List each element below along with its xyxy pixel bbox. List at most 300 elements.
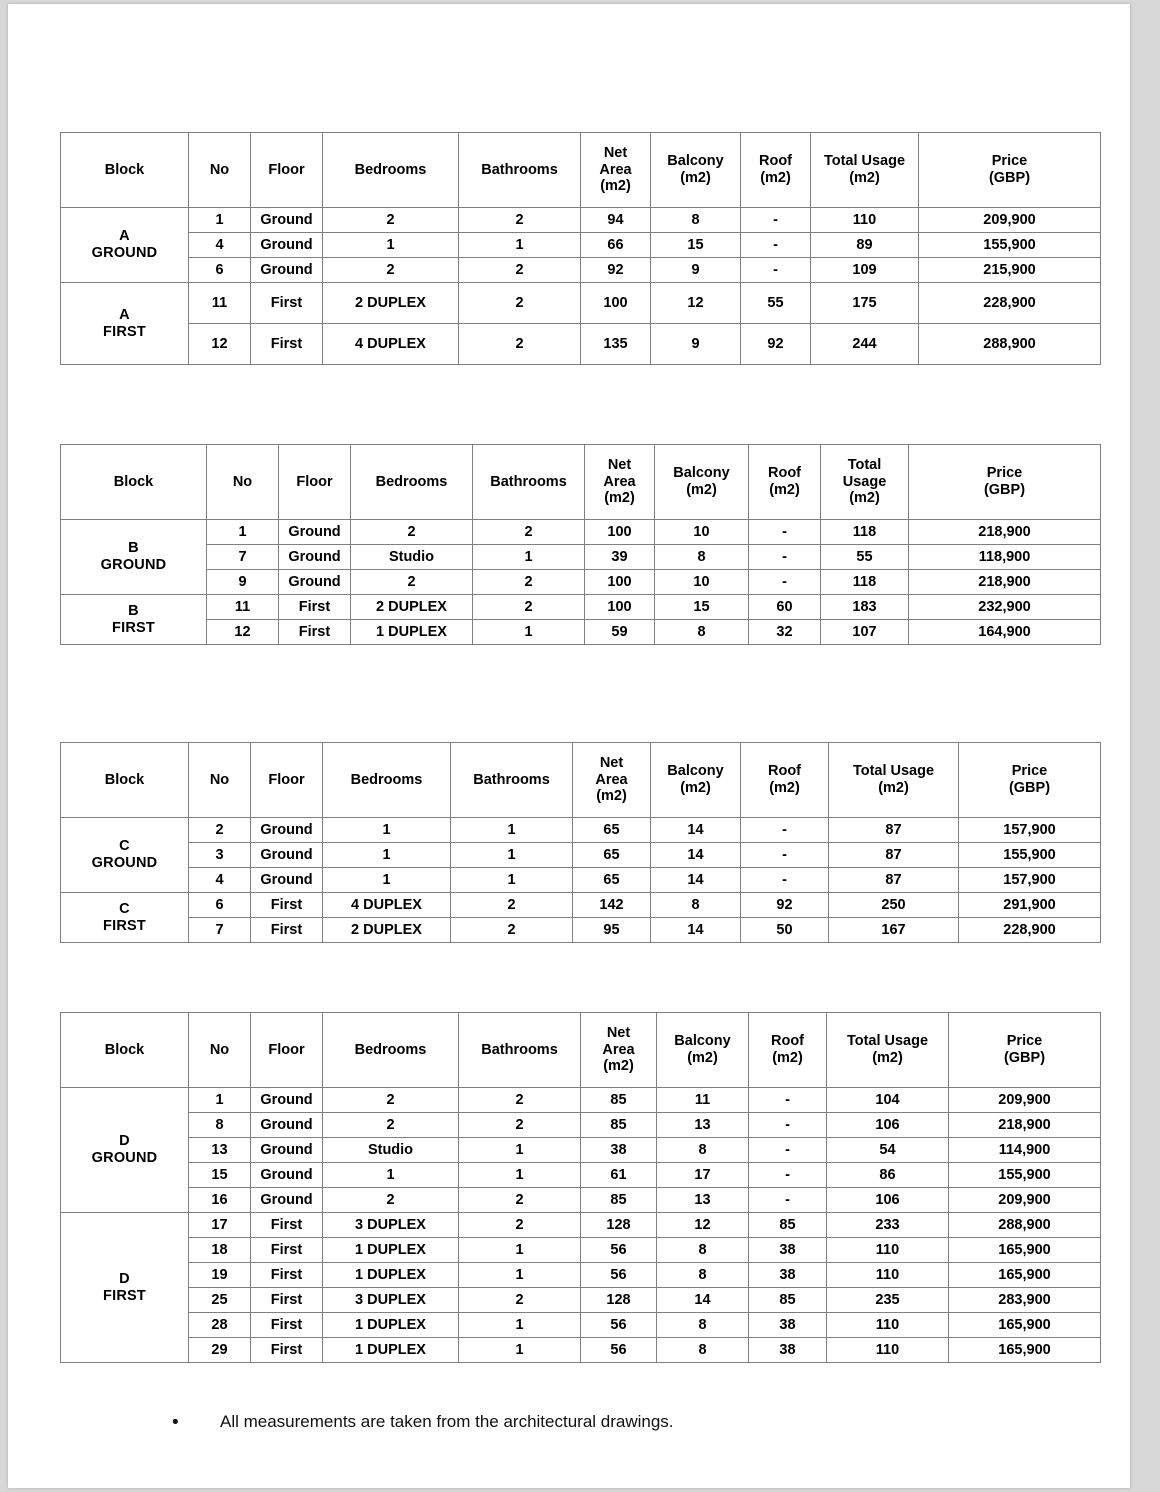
cell-floor: First [251, 1288, 323, 1313]
cell-total-usage: 55 [821, 545, 909, 570]
header-label-line: Roof [767, 763, 801, 780]
table-row [61, 843, 1101, 868]
header-label-line: Bedrooms [354, 1041, 427, 1058]
block-letter: B [128, 540, 139, 557]
cell-bedrooms: 2 DUPLEX [351, 595, 473, 620]
cell-total-usage: 87 [829, 818, 959, 843]
cell-net-area: 94 [581, 208, 651, 233]
table-header-row [61, 133, 1101, 208]
header-label-line: No [209, 771, 230, 788]
cell-balcony: 13 [657, 1113, 749, 1138]
header-label-line: No [209, 161, 230, 178]
cell-total-usage: 107 [821, 620, 909, 645]
cell-price: 165,900 [949, 1263, 1101, 1288]
cell-bedrooms: 2 [323, 1113, 459, 1138]
header-label-line: Floor [268, 1041, 305, 1058]
cell-total-usage: 167 [829, 918, 959, 943]
table-row [61, 324, 1101, 365]
cell-bathrooms: 2 [473, 595, 585, 620]
table-row [61, 570, 1101, 595]
cell-balcony: 10 [655, 570, 749, 595]
cell-no: 4 [189, 233, 251, 258]
cell-floor: Ground [279, 520, 351, 545]
cell-balcony: 10 [655, 520, 749, 545]
block-letter: A [119, 228, 130, 245]
cell-no: 3 [189, 843, 251, 868]
header-label-line: Balcony [673, 465, 730, 482]
cell-net-area: 100 [585, 595, 655, 620]
cell-floor: First [251, 893, 323, 918]
block-floor-label: GROUND [91, 855, 158, 871]
header-label-line: Block [113, 473, 154, 490]
cell-total-usage: 110 [827, 1238, 949, 1263]
cell-balcony: 8 [657, 1313, 749, 1338]
cell-total-usage: 250 [829, 893, 959, 918]
cell-floor: First [251, 283, 323, 324]
column-header-roof [741, 133, 811, 208]
block-letter: A [119, 306, 130, 323]
cell-floor: Ground [251, 1113, 323, 1138]
cell-floor: Ground [251, 1138, 323, 1163]
cell-bathrooms: 1 [459, 1338, 581, 1363]
cell-floor: Ground [251, 818, 323, 843]
cell-bathrooms: 1 [451, 818, 573, 843]
cell-roof: 32 [749, 620, 821, 645]
cell-bathrooms: 2 [451, 893, 573, 918]
column-header-roof [741, 743, 829, 818]
cell-total-usage: 86 [827, 1163, 949, 1188]
cell-total-usage: 89 [811, 233, 919, 258]
cell-balcony: 14 [657, 1288, 749, 1313]
block-floor-label: FIRST [103, 1287, 146, 1304]
cell-bathrooms: 2 [459, 324, 581, 365]
cell-roof: - [741, 233, 811, 258]
cell-no: 1 [189, 208, 251, 233]
cell-price: 118,900 [909, 545, 1101, 570]
cell-net-area: 85 [581, 1088, 657, 1113]
column-header-total-usage [821, 445, 909, 520]
header-label-line: Bedrooms [354, 161, 427, 178]
header-label-line: (m2) [603, 1058, 634, 1075]
header-label-line: Balcony [667, 153, 724, 170]
cell-floor: Ground [251, 843, 323, 868]
cell-bathrooms: 1 [451, 868, 573, 893]
cell-net-area: 95 [573, 918, 651, 943]
header-label-line: Balcony [674, 1033, 731, 1050]
column-header-block [61, 445, 207, 520]
cell-bathrooms: 2 [459, 1288, 581, 1313]
column-header-bedrooms [323, 743, 451, 818]
column-header-floor [251, 743, 323, 818]
cell-balcony: 8 [651, 208, 741, 233]
cell-roof: - [749, 570, 821, 595]
cell-price: 228,900 [919, 283, 1101, 324]
cell-bathrooms: 1 [459, 233, 581, 258]
header-label-line: Total Usage [846, 1033, 929, 1050]
cell-floor: Ground [251, 258, 323, 283]
cell-net-area: 56 [581, 1338, 657, 1363]
table-row [61, 1213, 1101, 1238]
table-row [61, 620, 1101, 645]
column-header-total-usage [811, 133, 919, 208]
cell-balcony: 8 [655, 620, 749, 645]
column-header-roof [749, 1013, 827, 1088]
cell-total-usage: 235 [827, 1288, 949, 1313]
header-label-line: Price [986, 465, 1023, 482]
cell-net-area: 38 [581, 1138, 657, 1163]
cell-roof: - [749, 1163, 827, 1188]
cell-roof: - [749, 1188, 827, 1213]
cell-price: 165,900 [949, 1238, 1101, 1263]
cell-bathrooms: 1 [451, 843, 573, 868]
block-letter: B [128, 602, 139, 619]
cell-net-area: 61 [581, 1163, 657, 1188]
cell-balcony: 8 [657, 1138, 749, 1163]
cell-balcony: 8 [657, 1238, 749, 1263]
table-row [61, 545, 1101, 570]
cell-net-area: 142 [573, 893, 651, 918]
cell-bedrooms: 2 [323, 208, 459, 233]
cell-floor: First [279, 595, 351, 620]
cell-no: 4 [189, 868, 251, 893]
cell-bathrooms: 1 [473, 545, 585, 570]
cell-no: 13 [189, 1138, 251, 1163]
header-label-line: (m2) [687, 1050, 718, 1066]
table-header-row [61, 1013, 1101, 1088]
cell-roof: 85 [749, 1288, 827, 1313]
table-row [61, 893, 1101, 918]
header-label-line: (m2) [769, 482, 800, 498]
cell-price: 232,900 [909, 595, 1101, 620]
property-table-block-a [60, 132, 1101, 365]
block-group-cell [61, 1213, 189, 1363]
cell-total-usage: 110 [827, 1263, 949, 1288]
table-row [61, 868, 1101, 893]
cell-bathrooms: 2 [459, 1113, 581, 1138]
column-header-block [61, 1013, 189, 1088]
cell-bedrooms: 2 [351, 570, 473, 595]
cell-no: 8 [189, 1113, 251, 1138]
cell-bedrooms: Studio [323, 1138, 459, 1163]
header-label-line: Area [595, 771, 628, 788]
cell-net-area: 65 [573, 868, 651, 893]
table-row [61, 1263, 1101, 1288]
column-header-floor [251, 1013, 323, 1088]
column-header-price [919, 133, 1101, 208]
cell-bedrooms: 1 [323, 843, 451, 868]
bullet-icon: • [172, 1412, 179, 1433]
cell-balcony: 12 [651, 283, 741, 324]
cell-total-usage: 109 [811, 258, 919, 283]
cell-balcony: 14 [651, 868, 741, 893]
table-row [61, 1138, 1101, 1163]
cell-bedrooms: 2 [323, 1088, 459, 1113]
column-header-net-area [581, 133, 651, 208]
cell-bedrooms: 3 DUPLEX [323, 1213, 459, 1238]
table-header-row [61, 743, 1101, 818]
cell-net-area: 56 [581, 1263, 657, 1288]
cell-no: 29 [189, 1338, 251, 1363]
column-header-price [959, 743, 1101, 818]
cell-bathrooms: 2 [473, 520, 585, 545]
table-row [61, 1188, 1101, 1213]
table-row [61, 1288, 1101, 1313]
property-table-block-c [60, 742, 1101, 943]
table-row [61, 1313, 1101, 1338]
cell-no: 6 [189, 258, 251, 283]
cell-roof: - [749, 520, 821, 545]
cell-bedrooms: 4 DUPLEX [323, 893, 451, 918]
cell-bedrooms: 3 DUPLEX [323, 1288, 459, 1313]
table-row [61, 918, 1101, 943]
cell-balcony: 15 [655, 595, 749, 620]
cell-bathrooms: 2 [451, 918, 573, 943]
cell-price: 209,900 [949, 1088, 1101, 1113]
column-header-bathrooms [451, 743, 573, 818]
header-label-line: Floor [268, 161, 305, 178]
column-header-no [207, 445, 279, 520]
cell-price: 218,900 [909, 570, 1101, 595]
cell-no: 16 [189, 1188, 251, 1213]
cell-no: 12 [207, 620, 279, 645]
cell-balcony: 11 [657, 1088, 749, 1113]
header-label-line: (m2) [680, 780, 711, 796]
header-label-line: (m2) [878, 780, 909, 796]
header-label-line: Total Usage [852, 763, 935, 780]
cell-no: 11 [207, 595, 279, 620]
cell-roof: 50 [741, 918, 829, 943]
cell-price: 215,900 [919, 258, 1101, 283]
block-group-cell [61, 208, 189, 283]
cell-roof: 38 [749, 1338, 827, 1363]
cell-balcony: 17 [657, 1163, 749, 1188]
cell-net-area: 100 [581, 283, 651, 324]
header-label-line: (m2) [760, 170, 791, 186]
header-label-line: Bedrooms [350, 771, 423, 788]
cell-price: 228,900 [959, 918, 1101, 943]
cell-no: 12 [189, 324, 251, 365]
cell-bedrooms: 2 [323, 258, 459, 283]
cell-no: 11 [189, 283, 251, 324]
cell-bathrooms: 1 [459, 1263, 581, 1288]
cell-total-usage: 54 [827, 1138, 949, 1163]
block-group-cell [61, 520, 207, 595]
cell-total-usage: 110 [827, 1313, 949, 1338]
cell-bedrooms: 1 DUPLEX [351, 620, 473, 645]
header-label-line: Total [847, 456, 882, 473]
cell-roof: 55 [741, 283, 811, 324]
cell-roof: 38 [749, 1238, 827, 1263]
cell-floor: Ground [251, 1188, 323, 1213]
header-label-line: (GBP) [983, 482, 1026, 498]
table-row [61, 283, 1101, 324]
cell-no: 2 [189, 818, 251, 843]
cell-floor: First [251, 1338, 323, 1363]
header-label-line: (m2) [604, 490, 635, 507]
cell-bedrooms: 4 DUPLEX [323, 324, 459, 365]
cell-net-area: 59 [585, 620, 655, 645]
cell-bedrooms: 2 [323, 1188, 459, 1213]
header-label-line: (GBP) [1008, 780, 1051, 796]
header-label-line: (m2) [680, 170, 711, 186]
cell-price: 164,900 [909, 620, 1101, 645]
block-letter: C [119, 838, 130, 855]
column-header-no [189, 1013, 251, 1088]
header-label-line: Floor [268, 771, 305, 788]
cell-bedrooms: 2 DUPLEX [323, 918, 451, 943]
cell-bathrooms: 1 [459, 1313, 581, 1338]
cell-floor: First [251, 1313, 323, 1338]
cell-balcony: 8 [657, 1338, 749, 1363]
cell-roof: 38 [749, 1313, 827, 1338]
header-label-line: No [232, 473, 253, 490]
cell-price: 165,900 [949, 1313, 1101, 1338]
cell-floor: Ground [279, 570, 351, 595]
cell-balcony: 14 [651, 918, 741, 943]
property-table-block-d [60, 1012, 1101, 1363]
header-label-line: Usage [842, 473, 887, 490]
block-group-cell [61, 818, 189, 893]
cell-total-usage: 87 [829, 868, 959, 893]
cell-bedrooms: 2 DUPLEX [323, 283, 459, 324]
block-floor-label: GROUND [91, 245, 158, 261]
cell-price: 157,900 [959, 818, 1101, 843]
header-label-line: Roof [767, 465, 801, 482]
header-label-line: Bathrooms [481, 161, 558, 178]
cell-net-area: 65 [573, 818, 651, 843]
table-row [61, 1238, 1101, 1263]
column-header-floor [279, 445, 351, 520]
cell-balcony: 8 [651, 893, 741, 918]
header-label-line: Bathrooms [490, 473, 567, 490]
header-label-line: (m2) [686, 482, 717, 498]
column-header-bathrooms [459, 133, 581, 208]
cell-total-usage: 244 [811, 324, 919, 365]
table-row [61, 1163, 1101, 1188]
header-label-line: (m2) [849, 490, 880, 507]
cell-roof: 92 [741, 324, 811, 365]
cell-price: 114,900 [949, 1138, 1101, 1163]
cell-bedrooms: 2 [351, 520, 473, 545]
property-table-block-b [60, 444, 1101, 645]
cell-total-usage: 104 [827, 1088, 949, 1113]
cell-roof: - [741, 258, 811, 283]
column-header-no [189, 133, 251, 208]
cell-floor: First [251, 1213, 323, 1238]
cell-net-area: 39 [585, 545, 655, 570]
cell-bedrooms: 1 [323, 233, 459, 258]
cell-total-usage: 183 [821, 595, 909, 620]
block-group-cell [61, 893, 189, 943]
column-header-net-area [581, 1013, 657, 1088]
table-row [61, 1088, 1101, 1113]
cell-floor: Ground [251, 233, 323, 258]
cell-bedrooms: 1 [323, 818, 451, 843]
column-header-roof [749, 445, 821, 520]
header-label-line: Net [603, 144, 628, 161]
cell-price: 155,900 [919, 233, 1101, 258]
header-label-line: Block [104, 1041, 145, 1058]
block-floor-label: FIRST [103, 323, 146, 340]
cell-bedrooms: 1 [323, 1163, 459, 1188]
cell-total-usage: 110 [811, 208, 919, 233]
cell-bathrooms: 1 [459, 1163, 581, 1188]
cell-balcony: 15 [651, 233, 741, 258]
cell-net-area: 65 [573, 843, 651, 868]
block-group-cell [61, 283, 189, 365]
column-header-total-usage [829, 743, 959, 818]
cell-bathrooms: 1 [459, 1138, 581, 1163]
table-row [61, 258, 1101, 283]
cell-no: 28 [189, 1313, 251, 1338]
cell-floor: First [251, 1238, 323, 1263]
cell-roof: - [749, 545, 821, 570]
header-label-line: (m2) [596, 788, 627, 805]
cell-bathrooms: 1 [473, 620, 585, 645]
cell-net-area: 92 [581, 258, 651, 283]
cell-net-area: 66 [581, 233, 651, 258]
footnote [172, 1412, 1072, 1434]
cell-bathrooms: 2 [459, 283, 581, 324]
cell-price: 291,900 [959, 893, 1101, 918]
column-header-balcony [651, 133, 741, 208]
cell-total-usage: 87 [829, 843, 959, 868]
header-label-line: (m2) [600, 178, 631, 195]
column-header-net-area [585, 445, 655, 520]
header-label-line: (m2) [849, 170, 880, 186]
cell-bedrooms: Studio [351, 545, 473, 570]
cell-no: 7 [189, 918, 251, 943]
block-floor-label: GROUND [91, 1150, 158, 1166]
header-label-line: Roof [758, 153, 792, 170]
column-header-bedrooms [323, 1013, 459, 1088]
cell-total-usage: 233 [827, 1213, 949, 1238]
cell-floor: First [251, 324, 323, 365]
column-header-balcony [651, 743, 741, 818]
cell-bathrooms: 2 [459, 208, 581, 233]
document-page [8, 4, 1130, 1488]
header-label-line: Price [991, 153, 1028, 170]
header-label-line: Balcony [667, 763, 724, 780]
header-label-line: Net [599, 754, 624, 771]
header-label-line: Floor [296, 473, 333, 490]
header-label-line: (GBP) [988, 170, 1031, 186]
tables-area [60, 4, 1100, 1488]
cell-balcony: 9 [651, 258, 741, 283]
cell-net-area: 56 [581, 1238, 657, 1263]
table-row [61, 818, 1101, 843]
header-label-line: Net [607, 456, 632, 473]
block-floor-label: FIRST [103, 917, 146, 934]
cell-floor: Ground [251, 1163, 323, 1188]
header-label-line: (GBP) [1003, 1050, 1046, 1066]
cell-roof: 38 [749, 1263, 827, 1288]
header-label-line: Bathrooms [481, 1041, 558, 1058]
cell-price: 209,900 [949, 1188, 1101, 1213]
column-header-balcony [657, 1013, 749, 1088]
block-floor-label: FIRST [112, 619, 155, 636]
cell-bedrooms: 1 DUPLEX [323, 1238, 459, 1263]
cell-price: 155,900 [949, 1163, 1101, 1188]
column-header-total-usage [827, 1013, 949, 1088]
cell-total-usage: 110 [827, 1338, 949, 1363]
cell-no: 1 [207, 520, 279, 545]
cell-bathrooms: 2 [459, 1188, 581, 1213]
cell-price: 283,900 [949, 1288, 1101, 1313]
cell-total-usage: 106 [827, 1113, 949, 1138]
table-header-row [61, 445, 1101, 520]
cell-roof: - [741, 843, 829, 868]
